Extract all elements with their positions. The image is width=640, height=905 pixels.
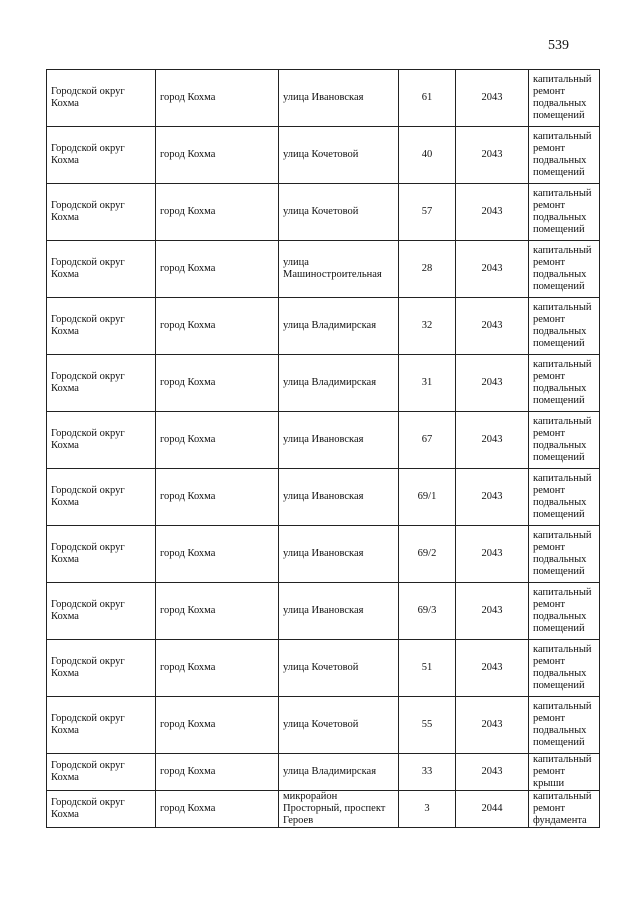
district-cell: Городской округ Кохма bbox=[47, 791, 156, 828]
district-cell: Городской округ Кохма bbox=[47, 127, 156, 184]
table-row bbox=[47, 70, 600, 127]
work-cell: капитальный ремонт подвальных помещений bbox=[529, 70, 600, 127]
house-cell: 31 bbox=[399, 355, 456, 412]
table-row bbox=[47, 412, 600, 469]
district-cell: Городской округ Кохма bbox=[47, 640, 156, 697]
work-cell: капитальный ремонт подвальных помещений bbox=[529, 583, 600, 640]
table-row bbox=[47, 697, 600, 754]
year-cell: 2043 bbox=[456, 70, 529, 127]
table-row bbox=[47, 298, 600, 355]
street-cell: улица Кочетовой bbox=[279, 640, 399, 697]
work-cell: капитальный ремонт подвальных помещений bbox=[529, 526, 600, 583]
house-cell: 32 bbox=[399, 298, 456, 355]
street-cell: микрорайон Просторный, проспект Героев bbox=[279, 791, 399, 828]
year-cell: 2044 bbox=[456, 791, 529, 828]
table-row bbox=[47, 127, 600, 184]
house-cell: 55 bbox=[399, 697, 456, 754]
street-cell: улица Ивановская bbox=[279, 526, 399, 583]
house-cell: 57 bbox=[399, 184, 456, 241]
house-cell: 69/1 bbox=[399, 469, 456, 526]
table-row bbox=[47, 184, 600, 241]
street-cell: улица Кочетовой bbox=[279, 697, 399, 754]
year-cell: 2043 bbox=[456, 241, 529, 298]
street-cell: улица Ивановская bbox=[279, 70, 399, 127]
table-row bbox=[47, 355, 600, 412]
work-cell: капитальный ремонт подвальных помещений bbox=[529, 469, 600, 526]
city-cell: город Кохма bbox=[156, 355, 279, 412]
district-cell: Городской округ Кохма bbox=[47, 70, 156, 127]
city-cell: город Кохма bbox=[156, 241, 279, 298]
city-cell: город Кохма bbox=[156, 127, 279, 184]
street-cell: улица Ивановская bbox=[279, 469, 399, 526]
city-cell: город Кохма bbox=[156, 184, 279, 241]
street-cell: улица Владимирская bbox=[279, 355, 399, 412]
house-cell: 69/2 bbox=[399, 526, 456, 583]
house-cell: 67 bbox=[399, 412, 456, 469]
house-cell: 40 bbox=[399, 127, 456, 184]
city-cell: город Кохма bbox=[156, 469, 279, 526]
year-cell: 2043 bbox=[456, 583, 529, 640]
street-cell: улица Кочетовой bbox=[279, 184, 399, 241]
year-cell: 2043 bbox=[456, 127, 529, 184]
city-cell: город Кохма bbox=[156, 754, 279, 791]
year-cell: 2043 bbox=[456, 355, 529, 412]
street-cell: улица Владимирская bbox=[279, 754, 399, 791]
street-cell: улица Ивановская bbox=[279, 412, 399, 469]
street-cell: улица Ивановская bbox=[279, 583, 399, 640]
page-number: 539 bbox=[548, 38, 569, 53]
district-cell: Городской округ Кохма bbox=[47, 469, 156, 526]
street-cell: улица Владимирская bbox=[279, 298, 399, 355]
district-cell: Городской округ Кохма bbox=[47, 184, 156, 241]
work-cell: капитальный ремонт подвальных помещений bbox=[529, 241, 600, 298]
year-cell: 2043 bbox=[456, 298, 529, 355]
work-cell: капитальный ремонт крыши bbox=[529, 754, 600, 791]
work-cell: капитальный ремонт подвальных помещений bbox=[529, 640, 600, 697]
house-cell: 33 bbox=[399, 754, 456, 791]
house-cell: 51 bbox=[399, 640, 456, 697]
house-cell: 61 bbox=[399, 70, 456, 127]
house-cell: 3 bbox=[399, 791, 456, 828]
city-cell: город Кохма bbox=[156, 70, 279, 127]
year-cell: 2043 bbox=[456, 697, 529, 754]
street-cell: улица Кочетовой bbox=[279, 127, 399, 184]
table-row bbox=[47, 526, 600, 583]
work-cell: капитальный ремонт подвальных помещений bbox=[529, 298, 600, 355]
street-cell: улица Машиностроительная bbox=[279, 241, 399, 298]
city-cell: город Кохма bbox=[156, 526, 279, 583]
work-cell: капитальный ремонт фундамента bbox=[529, 791, 600, 828]
table-row bbox=[47, 754, 600, 791]
year-cell: 2043 bbox=[456, 184, 529, 241]
house-cell: 28 bbox=[399, 241, 456, 298]
records-table-body bbox=[47, 70, 600, 828]
district-cell: Городской округ Кохма bbox=[47, 697, 156, 754]
city-cell: город Кохма bbox=[156, 791, 279, 828]
work-cell: капитальный ремонт подвальных помещений bbox=[529, 412, 600, 469]
work-cell: капитальный ремонт подвальных помещений bbox=[529, 697, 600, 754]
district-cell: Городской округ Кохма bbox=[47, 583, 156, 640]
district-cell: Городской округ Кохма bbox=[47, 526, 156, 583]
year-cell: 2043 bbox=[456, 469, 529, 526]
city-cell: город Кохма bbox=[156, 583, 279, 640]
city-cell: город Кохма bbox=[156, 412, 279, 469]
city-cell: город Кохма bbox=[156, 298, 279, 355]
year-cell: 2043 bbox=[456, 526, 529, 583]
district-cell: Городской округ Кохма bbox=[47, 298, 156, 355]
table-row bbox=[47, 241, 600, 298]
district-cell: Городской округ Кохма bbox=[47, 241, 156, 298]
year-cell: 2043 bbox=[456, 754, 529, 791]
table-row bbox=[47, 583, 600, 640]
work-cell: капитальный ремонт подвальных помещений bbox=[529, 355, 600, 412]
district-cell: Городской округ Кохма bbox=[47, 754, 156, 791]
district-cell: Городской округ Кохма bbox=[47, 412, 156, 469]
work-cell: капитальный ремонт подвальных помещений bbox=[529, 127, 600, 184]
work-cell: капитальный ремонт подвальных помещений bbox=[529, 184, 600, 241]
year-cell: 2043 bbox=[456, 640, 529, 697]
district-cell: Городской округ Кохма bbox=[47, 355, 156, 412]
table-row bbox=[47, 469, 600, 526]
city-cell: город Кохма bbox=[156, 697, 279, 754]
house-cell: 69/3 bbox=[399, 583, 456, 640]
table-row bbox=[47, 791, 600, 828]
table-row bbox=[47, 640, 600, 697]
year-cell: 2043 bbox=[456, 412, 529, 469]
city-cell: город Кохма bbox=[156, 640, 279, 697]
records-table bbox=[46, 69, 600, 828]
